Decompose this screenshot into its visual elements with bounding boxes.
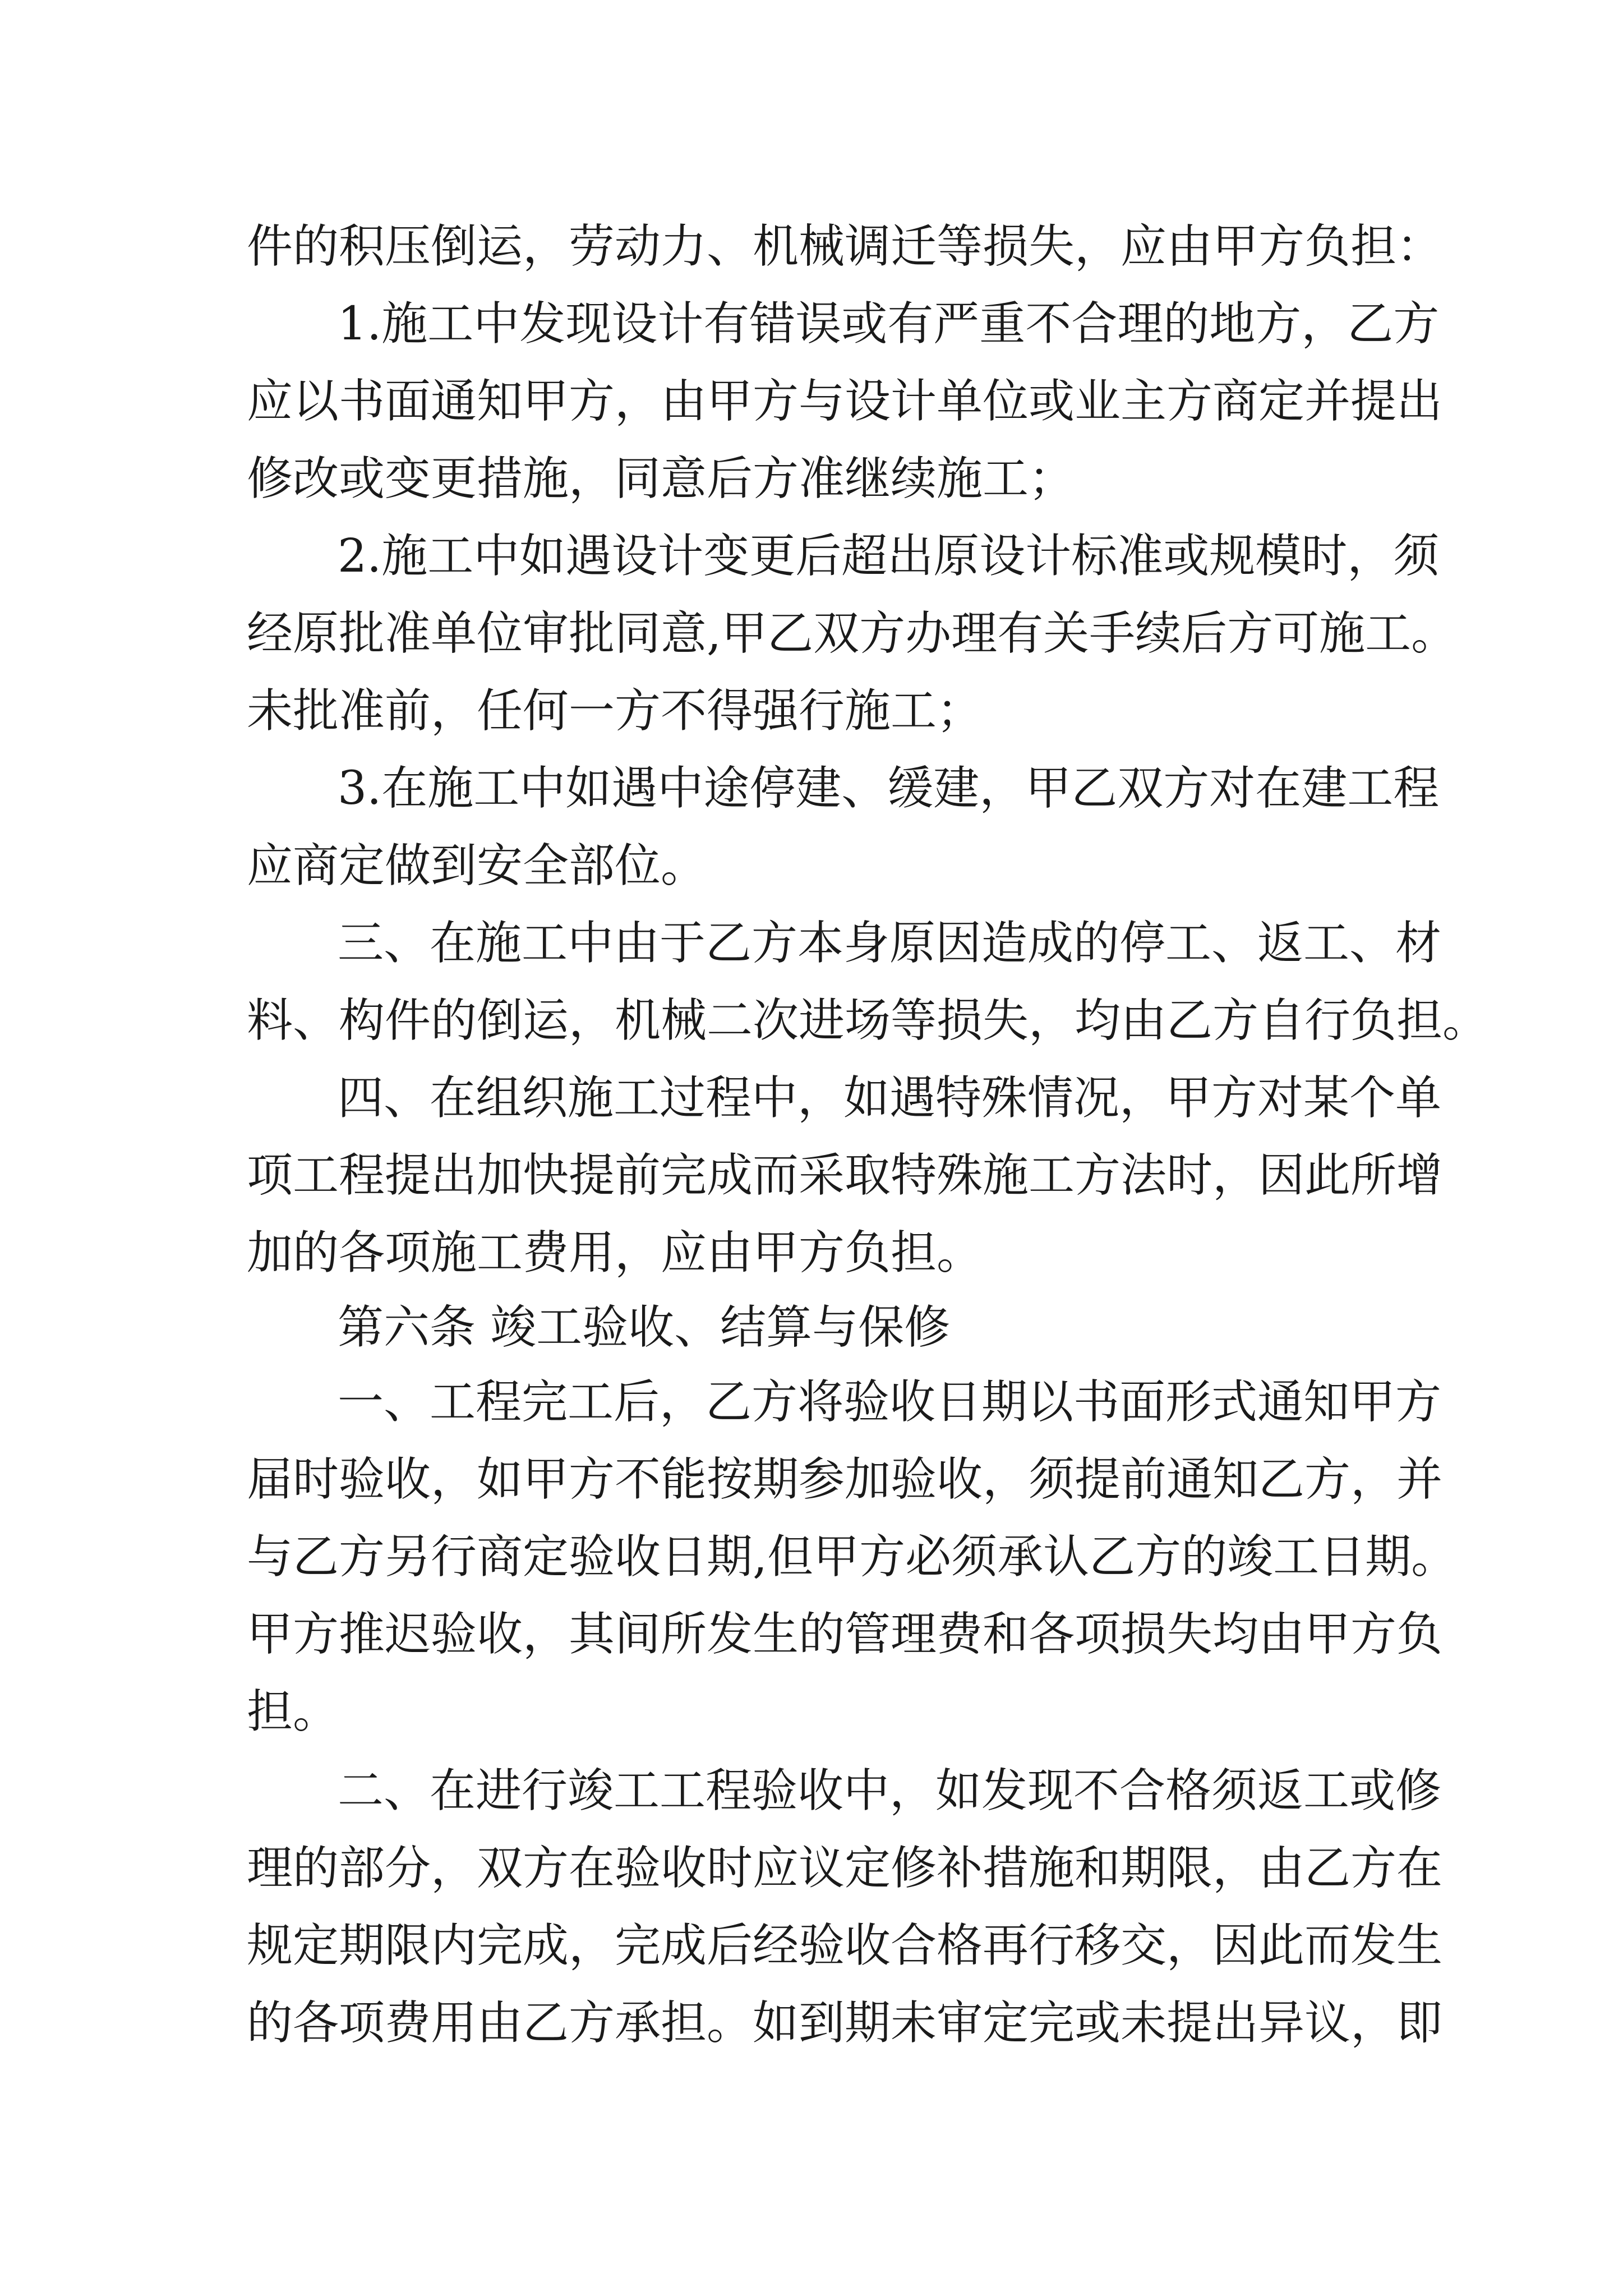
text-line: 经原批准单位审批同意,甲乙双方办理有关手续后方可施工。 bbox=[247, 607, 1458, 660]
text-line: 三、在施工中由于乙方本身原因造成的停工、返工、材 bbox=[338, 917, 1442, 970]
text-line: 四、在组织施工过程中，如遇特殊情况，甲方对某个单 bbox=[338, 1071, 1442, 1125]
text-line: 加的各项施工费用，应由甲方负担。 bbox=[247, 1226, 983, 1280]
text-line: 担。 bbox=[247, 1685, 339, 1738]
text-line: 届时验收，如甲方不能按期参加验收，须提前通知乙方，并 bbox=[247, 1453, 1443, 1506]
text-line: 1.施工中发现设计有错误或有严重不合理的地方，乙方 bbox=[338, 297, 1440, 351]
text-line: 理的部分，双方在验收时应议定修补措施和期限，由乙方在 bbox=[247, 1842, 1443, 1895]
text-line: 修改或变更措施，同意后方准继续施工； bbox=[247, 452, 1075, 505]
text-line: 3.在施工中如遇中途停建、缓建，甲乙双方对在建工程 bbox=[338, 762, 1440, 815]
text-line: 二、在进行竣工工程验收中，如发现不合格须返工或修 bbox=[338, 1764, 1442, 1818]
text-line: 应商定做到安全部位。 bbox=[247, 839, 707, 892]
text-line: 一、工程完工后，乙方将验收日期以书面形式通知甲方 bbox=[338, 1375, 1442, 1429]
text-line: 的各项费用由乙方承担。如到期未审定完或未提出异议，即 bbox=[247, 1996, 1443, 2050]
text-line: 料、构件的倒运，机械二次进场等损失，均由乙方自行负担。 bbox=[247, 994, 1489, 1047]
text-line: 甲方推迟验收，其间所发生的管理费和各项损失均由甲方负 bbox=[247, 1608, 1443, 1661]
text-line: 项工程提出加快提前完成而采取特殊施工方法时，因此所增 bbox=[247, 1149, 1443, 1202]
text-line: 规定期限内完成，完成后经验收合格再行移交，因此而发生 bbox=[247, 1919, 1443, 1972]
section-heading: 第六条 竣工验收、结算与保修 bbox=[338, 1301, 951, 1354]
text-line: 与乙方另行商定验收日期,但甲方必须承认乙方的竣工日期。 bbox=[247, 1530, 1458, 1584]
text-line: 2.施工中如遇设计变更后超出原设计标准或规模时，须 bbox=[338, 530, 1440, 583]
text-line: 件的积压倒运，劳动力、机械调迁等损失，应由甲方负担： bbox=[247, 220, 1443, 273]
text-line: 未批准前，任何一方不得强行施工； bbox=[247, 684, 983, 738]
text-line: 应以书面通知甲方，由甲方与设计单位或业主方商定并提出 bbox=[247, 375, 1443, 428]
